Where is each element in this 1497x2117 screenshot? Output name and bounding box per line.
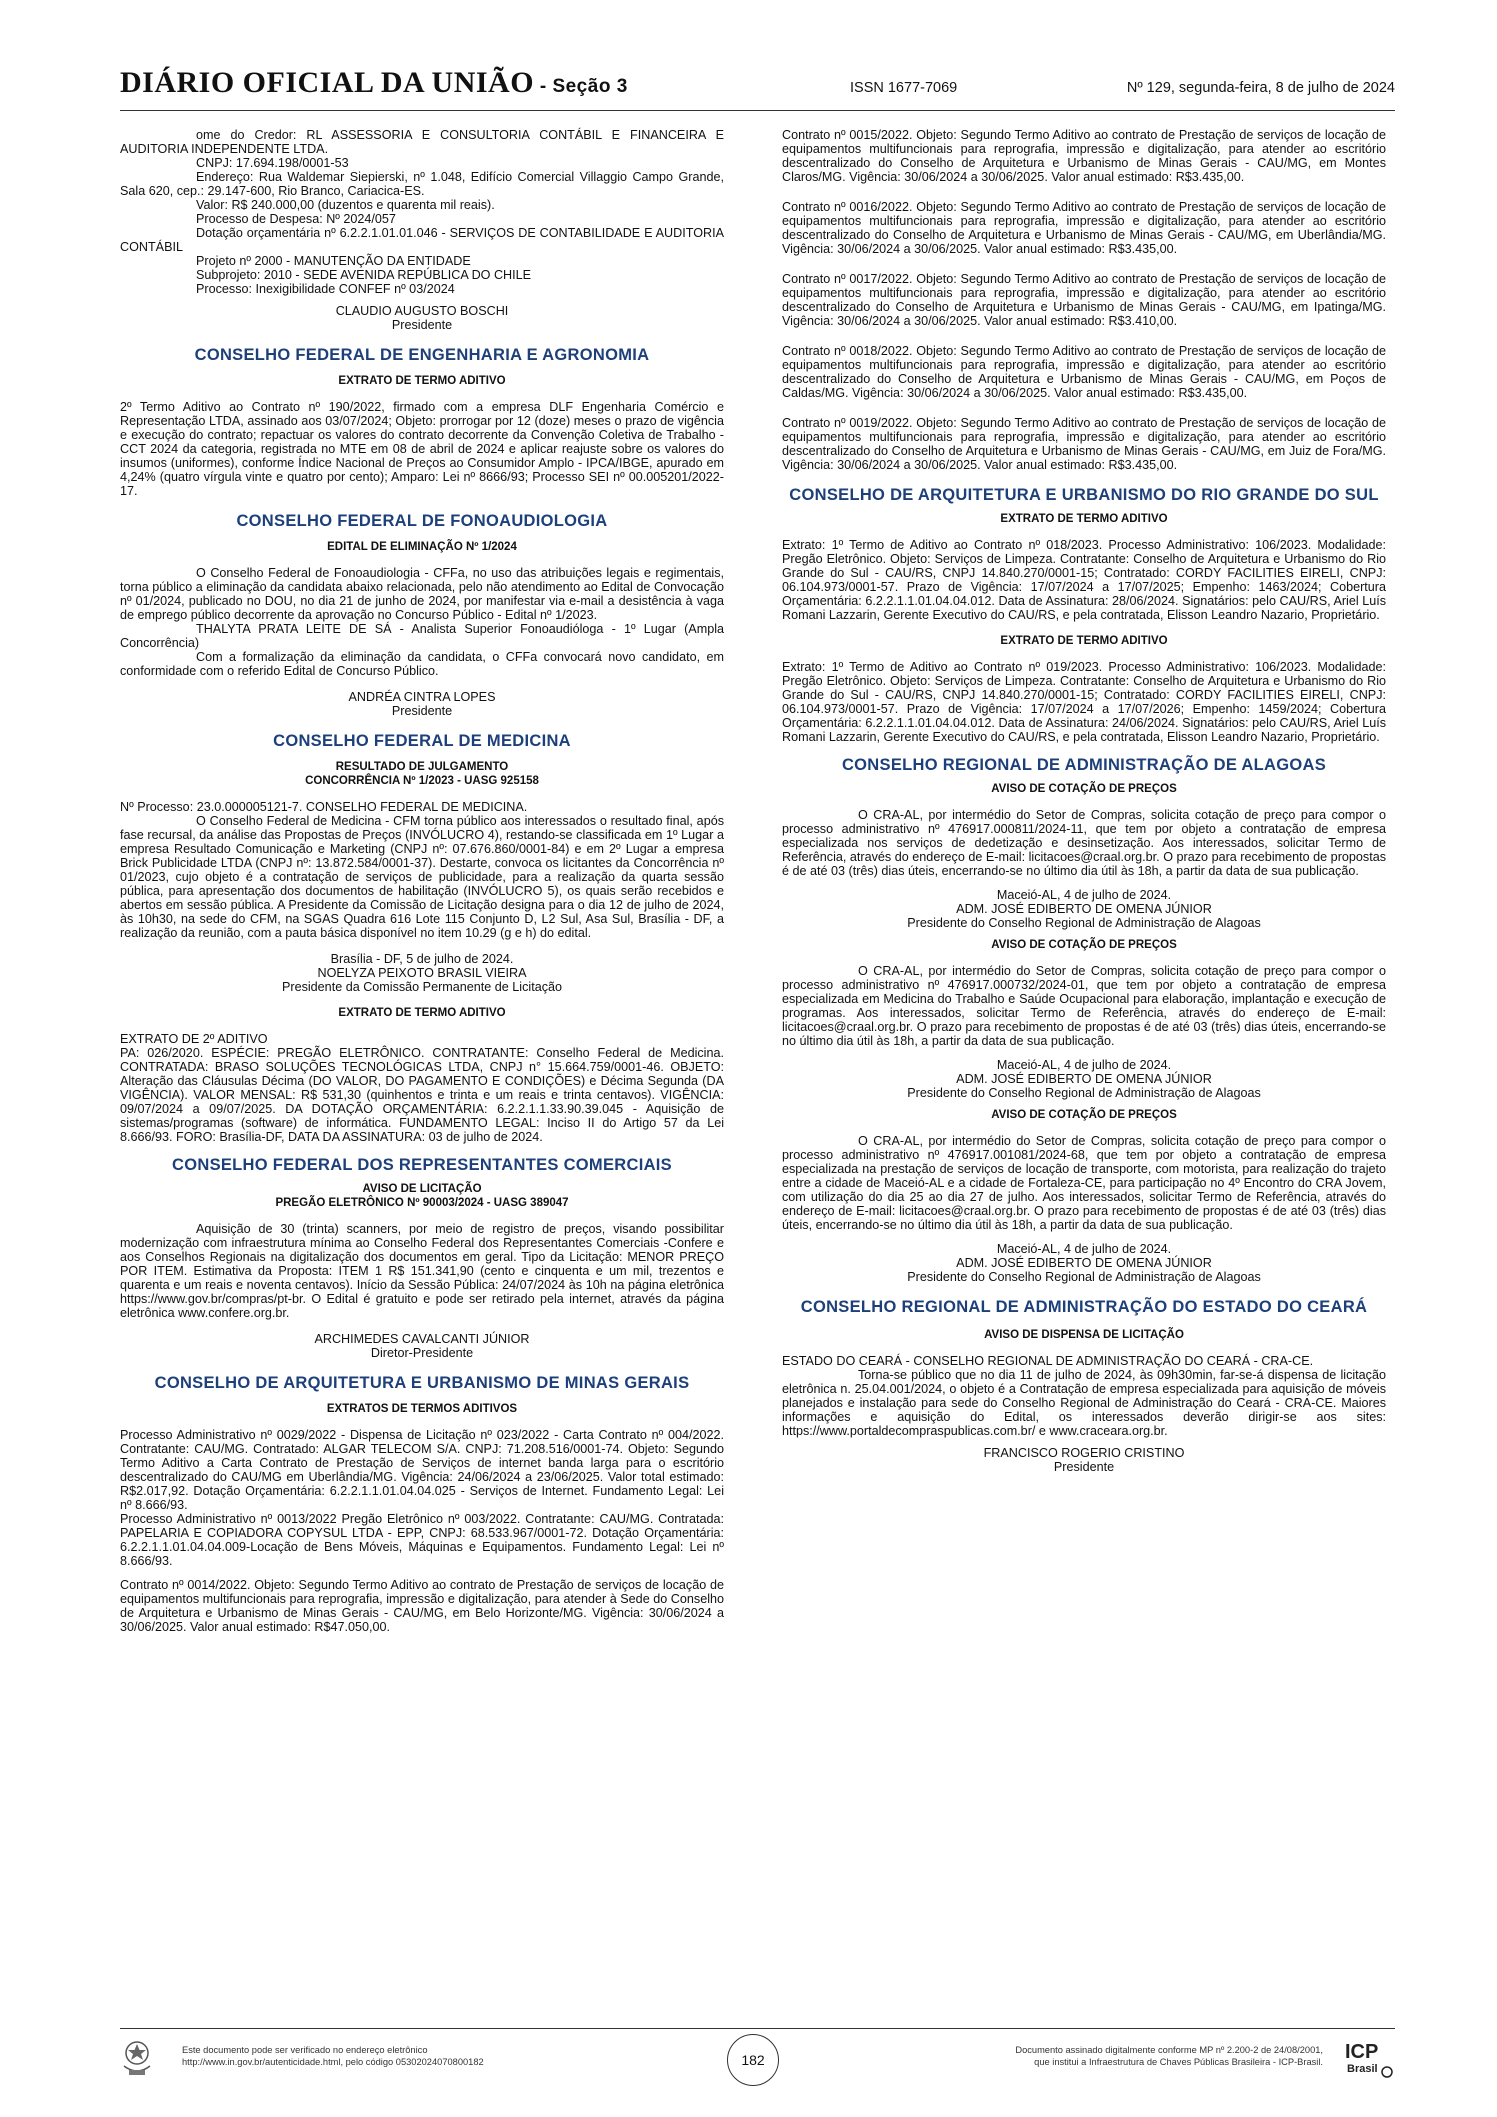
subheading: AVISO DE LICITAÇÃO — [362, 1183, 482, 1195]
coat-of-arms-icon — [120, 2038, 154, 2078]
header-rule — [120, 110, 1395, 111]
paragraph: Extrato: 1º Termo de Aditivo ao Contrato nº 019/2023. Processo Administrativo: 106/2023. Modalidade: Pregão Eletrônico. Objeto: Serviços de Limpeza. Contratante: Conselho de Arquitetura e Urbanismo do Rio Grande do Sul - CAU/RS, CNPJ 14.840.270/0001-15; Contratado: CORDY FACILITIES EIRELI, CNPJ: 06.104.973/0001-57. Prazo de Vigência: 17/07/2024 a 17/07/2026; Empenho: 1459/2024; Cobertura Orçamentária: 6.2.2.1.1.01.04.04.012. Data de Assinatura: 24/06/2024. Signatários: pelo CAU/RS, Ariel Luís Romani Lazzarin, Gerente Executivo do CAU/RS, e pela contratada, Elisson Leandro Nazario, Proprietário. — [782, 660, 1386, 744]
signature-place: Maceió-AL, 4 de julho de 2024. — [996, 888, 1172, 902]
paragraph: Projeto nº 2000 - MANUTENÇÃO DA ENTIDADE — [196, 254, 471, 268]
paragraph: Extrato: 1º Termo de Aditivo ao Contrato nº 018/2023. Processo Administrativo: 106/2023. Modalidade: Pregão Eletrônico. Objeto: Serviços de Limpeza. Contratante: Conselho de Arquitetura e Urbanismo do Rio Grande do Sul - CAU/RS, CNPJ 14.840.270/0001-15; Contratado: CORDY FACILITIES EIRELI, CNPJ: 06.104.973/0001-57. Prazo de Vigência: 17/07/2024 a 17/07/2025; Empenho: 1463/2024; Cobertura Orçamentária: 6.2.2.1.1.01.04.04.012. Data de Assinatura: 28/06/2024. Signatários: pelo CAU/RS, Ariel Luís Romani Lazzarin, Gerente Executivo do CAU/RS, e pela contratada, Elisson Leandro Nazario, Proprietário. — [782, 538, 1386, 622]
paragraph: Dotação orçamentária nº 6.2.2.1.01.01.046 - SERVIÇOS DE CONTABILIDADE E AUDITORIA CONTÁBIL — [120, 226, 724, 254]
subheading: AVISO DE COTAÇÃO DE PREÇOS — [991, 783, 1177, 795]
signature-role: Presidente do Conselho Regional de Administração de Alagoas — [907, 1270, 1261, 1284]
section-heading: CONSELHO FEDERAL DE FONOAUDIOLOGIA — [236, 512, 608, 530]
paragraph: O CRA-AL, por intermédio do Setor de Compras, solicita cotação de preço para compor o processo administrativo nº 476917.000732/2024-01, que tem por objeto a contratação de empresa especializada em Medicina do Trabalho e Saúde Ocupacional para elaboração, implantação e execução de programas. Aos interessados, solicitar Termo de Referência, através do endereço de E-mail: licitacoes@craal.org.br. O prazo para recebimento de propostas é de até 03 (três) dias úteis, encerrando-se no último dia útil às 18h, a partir da data de sua publicação. — [782, 964, 1386, 1048]
section-heading: CONSELHO REGIONAL DE ADMINISTRAÇÃO DO ESTADO DO CEARÁ — [800, 1298, 1368, 1316]
verification-link[interactable]: http://www.in.gov.br/autenticidade.html, pelo código 05302024070800182 — [182, 2057, 484, 2067]
paragraph: EXTRATO DE 2º ADITIVO — [120, 1032, 268, 1046]
page-header — [120, 66, 1395, 110]
journal-name: DIÁRIO OFICIAL DA UNIÃO — [120, 66, 535, 99]
section-heading: CONSELHO DE ARQUITETURA E URBANISMO DO RIO GRANDE DO SUL — [789, 486, 1379, 504]
signature-name: ADM. JOSÉ EDIBERTO DE OMENA JÚNIOR — [956, 1256, 1212, 1270]
right-column — [782, 128, 1386, 1474]
section-heading: CONSELHO FEDERAL DE ENGENHARIA E AGRONOMIA — [194, 346, 650, 364]
signature-name: ADM. JOSÉ EDIBERTO DE OMENA JÚNIOR — [956, 902, 1212, 916]
paragraph: Subprojeto: 2010 - SEDE AVENIDA REPÚBLICA DO CHILE — [196, 268, 532, 282]
footer-rule — [120, 2028, 1395, 2029]
journal-section: - Seção 3 — [534, 76, 628, 97]
paragraph: Processo de Despesa: Nº 2024/057 — [196, 212, 396, 226]
icp-logo-subtext: Brasil — [1347, 2063, 1378, 2075]
icp-brasil-logo-icon — [1343, 2038, 1395, 2082]
paragraph: Processo Administrativo nº 0013/2022 Pregão Eletrônico nº 003/2022. Contratante: CAU/MG. Contratada: PAPELARIA E COPIADORA COPYSUL LTDA - EPP, CNPJ: 68.533.967/0001-72. Dotação Orçamentária: 6.2.2.1.1.01.04.04.009-Locação de Bens Móveis, Máquinas e Equipamentos. Fundamento Legal: Lei nº 8.666/93. — [120, 1512, 724, 1568]
paragraph: Valor: R$ 240.000,00 (duzentos e quarenta mil reais). — [196, 198, 495, 212]
paragraph: Contrato nº 0018/2022. Objeto: Segundo Termo Aditivo ao contrato de Prestação de serviços de locação de equipamentos multifuncionais para reprografia, impressão e digitalização, para atender ao escritório descentralizado do Conselho de Arquitetura e Urbanismo de Minas Gerais - CAU/MG, em Poços de Caldas/MG. Vigência: 30/06/2024 a 30/06/2025. Valor anual estimado: R$3.435,00. — [782, 344, 1386, 400]
paragraph: Contrato nº 0017/2022. Objeto: Segundo Termo Aditivo ao contrato de Prestação de serviços de locação de equipamentos multifuncionais para reprografia, impressão e digitalização, para atender ao escritório descentralizado do Conselho de Arquitetura e Urbanismo de Minas Gerais - CAU/MG, em Ipatinga/MG. Vigência: 30/06/2024 a 30/06/2025. Valor anual estimado: R$3.410,00. — [782, 272, 1386, 328]
verification-note — [182, 2044, 484, 2068]
left-column — [120, 128, 724, 1634]
signature-name: CLAUDIO AUGUSTO BOSCHI — [335, 304, 509, 318]
subheading: EXTRATO DE TERMO ADITIVO — [1000, 513, 1168, 525]
paragraph: CNPJ: 17.694.198/0001-53 — [196, 156, 349, 170]
signature-place: Brasília - DF, 5 de julho de 2024. — [330, 952, 514, 966]
subheading: AVISO DE COTAÇÃO DE PREÇOS — [991, 1109, 1177, 1121]
page-footer — [120, 2038, 1395, 2088]
subheading: EDITAL DE ELIMINAÇÃO Nº 1/2024 — [327, 541, 517, 553]
subheading: EXTRATO DE TERMO ADITIVO — [338, 1007, 506, 1019]
subheading: AVISO DE DISPENSA DE LICITAÇÃO — [984, 1329, 1184, 1341]
signature-name: NOELYZA PEIXOTO BRASIL VIEIRA — [317, 966, 527, 980]
signature-role: Presidente — [1053, 1460, 1115, 1474]
paragraph: O CRA-AL, por intermédio do Setor de Compras, solicita cotação de preço para compor o processo administrativo nº 476917.000811/2024-11, que tem por objeto a contratação de empresa especializada nos serviços de dedetização e desinsetização. Aos interessados, solicitar Termo de Referência, através do endereço de E-mail: licitacoes@craal.org.br. O prazo para recebimento de propostas é de até 03 (três) dias úteis, encerrando-se no último dia útil às 18h, a partir da data de sua publicação. — [782, 808, 1386, 878]
subheading: AVISO DE COTAÇÃO DE PREÇOS — [991, 939, 1177, 951]
paragraph: Torna-se público que no dia 11 de julho de 2024, às 09h30min, far-se-á dispensa de licitação eletrônica n. 25.04.001/2024, o objeto é a Contratação de empresa especializada para aquisição de móveis planejados e instalação para sede do Conselho Regional de Administração do Ceará - CRA-CE. Maiores informações e aquisição do Edital, os interessados deverão dirigir-se aos sites: https://www.portaldecompraspublicas.com.br/ e www.craceara.org.br. — [782, 1368, 1386, 1438]
signature-role: Presidente do Conselho Regional de Administração de Alagoas — [907, 916, 1261, 930]
signature-note-line: Documento assinado digitalmente conforme MP nº 2.200-2 de 24/08/2001, — [1015, 2045, 1323, 2055]
signature-role: Presidente da Comissão Permanente de Licitação — [281, 980, 563, 994]
paragraph: Aquisição de 30 (trinta) scanners, por meio de registro de preços, visando possibilitar modernização com infraestrutura mínima ao Conselho Federal dos Representantes Comerciais -Confere e aos Conselhos Regionais na digitalização dos documentos em geral. Tipo da Licitação: MENOR PREÇO POR ITEM. Estimativa da Proposta: ITEM 1 R$ 151.341,90 (cento e cinquenta e um mil, trezentos e quarenta e um reais e noventa centavos). Início da Sessão Pública: 24/07/2024 às 10h na página eletrônica https://www.gov.br/compras/pt-br. O Edital é gratuito e pode ser retirado pela internet, através da página eletrônica www.confere.org.br. — [120, 1222, 724, 1320]
subheading: EXTRATO DE TERMO ADITIVO — [1000, 635, 1168, 647]
journal-title — [120, 66, 628, 100]
paragraph: Processo: Inexigibilidade CONFEF nº 03/2024 — [196, 282, 455, 296]
signature-name: FRANCISCO ROGERIO CRISTINO — [983, 1446, 1185, 1460]
signature-place: Maceió-AL, 4 de julho de 2024. — [996, 1242, 1172, 1256]
paragraph: Com a formalização da eliminação da candidata, o CFFa convocará novo candidato, em conformidade com o referido Edital de Concurso Público. — [120, 650, 724, 678]
verification-line: Este documento pode ser verificado no endereço eletrônico — [182, 2045, 428, 2055]
subheading: CONCORRÊNCIA Nº 1/2023 - UASG 925158 — [305, 775, 539, 787]
paragraph: Contrato nº 0014/2022. Objeto: Segundo Termo Aditivo ao contrato de Prestação de serviços de locação de equipamentos multifuncionais para reprografia, impressão e digitalização, para atender à Sede do Conselho de Arquitetura e Urbanismo de Minas Gerais - CAU/MG, em Belo Horizonte/MG. Vigência: 30/06/2024 a 30/06/2025. Valor anual estimado: R$47.050,00. — [120, 1578, 724, 1634]
signature-name: ADM. JOSÉ EDIBERTO DE OMENA JÚNIOR — [956, 1072, 1212, 1086]
section-heading: CONSELHO DE ARQUITETURA E URBANISMO DE MINAS GERAIS — [154, 1374, 690, 1392]
subheading: EXTRATOS DE TERMOS ADITIVOS — [326, 1403, 518, 1415]
signature-note-line: que institui a Infraestrutura de Chaves Públicas Brasileira - ICP-Brasil. — [1034, 2057, 1323, 2067]
signature-role: Presidente — [391, 318, 453, 332]
paragraph: O CRA-AL, por intermédio do Setor de Compras, solicita cotação de preço para compor o processo administrativo nº 476917.001081/2024-68, que tem por objeto a contratação de empresa especializada na prestação de serviços de locação de transporte, com motorista, para realização do trajeto entre a cidade de Maceió-AL e a cidade de Fortaleza-CE, para participação no 4º Encontro do CRA Jovem, com utilização do dia 25 ao dia 27 de julho. Aos interessados, solicitar Termo de Referência, através do endereço de E-mail: licitacoes@craal.org.br. O prazo para recebimento de propostas é de até 03 (três) dias úteis, encerrando-se no último dia útil às 18h, a partir da data de sua publicação. — [782, 1134, 1386, 1232]
subheading: RESULTADO DE JULGAMENTO — [335, 761, 509, 773]
paragraph: THALYTA PRATA LEITE DE SÁ - Analista Superior Fonoaudióloga - 1º Lugar (Ampla Concorrência) — [120, 622, 724, 650]
issn: ISSN 1677-7069 — [850, 80, 958, 96]
issue-number-date: Nº 129, segunda-feira, 8 de julho de 2024 — [1126, 80, 1395, 96]
signature-name: ANDRÉA CINTRA LOPES — [348, 690, 496, 704]
paragraph: Endereço: Rua Waldemar Siepierski, nº 1.048, Edifício Comercial Villaggio Campo Grande, Sala 620, cep.: 29.147-600, Rio Branco, Cariacica-ES. — [120, 170, 724, 198]
paragraph: O Conselho Federal de Fonoaudiologia - CFFa, no uso das atribuições legais e regimentais, torna público a eliminação da candidata abaixo relacionada, pelo não atendimento ao Edital de Convocação nº 01/2024, publicado no DOU, no dia 21 de junho de 2024, por manifestar via e-mail a desistência à vaga de emprego público decorrente da aprovação no Concurso Público - Edital nº 1/2023. — [120, 566, 724, 622]
paragraph: ome do Credor: RL ASSESSORIA E CONSULTORIA CONTÁBIL E FINANCEIRA E AUDITORIA INDEPENDENTE LTDA. — [120, 128, 724, 156]
signature-note — [1015, 2044, 1323, 2068]
icp-logo-text: ICP — [1345, 2041, 1379, 2063]
section-heading: CONSELHO REGIONAL DE ADMINISTRAÇÃO DE ALAGOAS — [841, 756, 1327, 774]
paragraph: O Conselho Federal de Medicina - CFM torna público aos interessados o resultado final, após fase recursal, da análise das Propostas de Preços (INVÓLUCRO 4), restando-se classificada em 1º Lugar a empresa Resultado Comunicação e Marketing (CNPJ nº: 07.676.860/0001-84) e em 2º Lugar a empresa Brick Publicidade LTDA (CNPJ nº: 13.872.584/0001-37). Destarte, convoca os licitantes da Concorrência nº 01/2023, cujo objeto é a contratação de serviços de publicidade, para a realização da quarta sessão pública, para apresentação dos documentos de habilitação (INVÓLUCRO 5), os quais serão recebidos e abertos em sessão pública. A Presidente da Comissão de Licitação designa para o dia 12 de julho de 2024, às 10h30, na sede do CFM, na SGAS Quadra 616 Lote 115 Conjunto D, L2 Sul, Asa Sul, Brasília - DF, a realização da reunião, com a pauta básica disponível no item 10.29 (g e h) do edital. — [120, 814, 724, 940]
signature-role: Diretor-Presidente — [370, 1346, 474, 1360]
signature-name: ARCHIMEDES CAVALCANTI JÚNIOR — [314, 1332, 530, 1346]
paragraph: Contrato nº 0019/2022. Objeto: Segundo Termo Aditivo ao contrato de Prestação de serviços de locação de equipamentos multifuncionais para reprografia, impressão e digitalização, para atender ao escritório descentralizado do Conselho de Arquitetura e Urbanismo de Minas Gerais - CAU/MG, em Juiz de Fora/MG. Vigência: 30/06/2024 a 30/06/2025. Valor anual estimado: R$3.435,00. — [782, 416, 1386, 472]
section-heading: CONSELHO FEDERAL DE MEDICINA — [273, 732, 571, 750]
signature-place: Maceió-AL, 4 de julho de 2024. — [996, 1058, 1172, 1072]
subheading: PREGÃO ELETRÔNICO Nº 90003/2024 - UASG 389047 — [275, 1197, 569, 1209]
signature-role: Presidente do Conselho Regional de Administração de Alagoas — [907, 1086, 1261, 1100]
subheading: EXTRATO DE TERMO ADITIVO — [338, 375, 506, 387]
paragraph: Contrato nº 0016/2022. Objeto: Segundo Termo Aditivo ao contrato de Prestação de serviços de locação de equipamentos multifuncionais para reprografia, impressão e digitalização, para atender ao escritório descentralizado do Conselho de Arquitetura e Urbanismo de Minas Gerais - CAU/MG, em Uberlândia/MG. Vigência: 30/06/2024 a 30/06/2025. Valor anual estimado: R$3.435,00. — [782, 200, 1386, 256]
paragraph: 2º Termo Aditivo ao Contrato nº 190/2022, firmado com a empresa DLF Engenharia Comércio e Representação LTDA, assinado aos 03/07/2024; Objeto: prorrogar por 12 (doze) meses o prazo de vigência e execução do contrato; repactuar os valores do contrato decorrente da Convenção Coletiva de Trabalho - CCT 2024 da categoria, registrada no MTE em 08 de abril de 2024 e aplicar reajuste sobre os valores do insumos (uniformes), conforme Índice Nacional de Preços ao Consumidor Amplo - IPCA/IBGE, apurado em 4,24% (quatro vírgula vinte e quatro por cento); Amparo: Lei nº 8666/93; Processo SEI nº 00.005201/2022-17. — [120, 400, 724, 498]
paragraph: PA: 026/2020. ESPÉCIE: PREGÃO ELETRÔNICO. CONTRATANTE: Conselho Federal de Medicina. CONTRATADA: BRASO SOLUÇÕES TECNOLÓGICAS LTDA, CNPJ n° 15.664.759/0001-46. OBJETO: Alteração das Cláusulas Décima (DO VALOR, DO PAGAMENTO E CONDIÇÕES) e Décima Segunda (DA VIGÊNCIA). VALOR MENSAL: R$ 531,30 (quinhentos e trinta e um reais e trinta centavos). VIGÊNCIA: 09/07/2024 a 09/07/2025. DA DOTAÇÃO ORÇAMENTÁRIA: 6.2.2.1.1.33.90.39.045 - Aquisição de sistemas/programas (software) de informática. FUNDAMENTO LEGAL: Inciso II do Artigo 57 da Lei 8.666/93. FORO: Brasília-DF, DATA DA ASSINATURA: 03 de julho de 2024. — [120, 1046, 724, 1144]
section-heading: CONSELHO FEDERAL DOS REPRESENTANTES COMERCIAIS — [172, 1156, 672, 1174]
signature-role: Presidente — [391, 704, 453, 718]
paragraph: Contrato nº 0015/2022. Objeto: Segundo Termo Aditivo ao contrato de Prestação de serviços de locação de equipamentos multifuncionais para reprografia, impressão e digitalização, para atender ao escritório descentralizado do Conselho de Arquitetura e Urbanismo de Minas Gerais - CAU/MG, em Montes Claros/MG. Vigência: 30/06/2024 a 30/06/2025. Valor anual estimado: R$3.435,00. — [782, 128, 1386, 184]
paragraph: ESTADO DO CEARÁ - CONSELHO REGIONAL DE ADMINISTRAÇÃO DO CEARÁ - CRA-CE. — [782, 1354, 1314, 1368]
paragraph: Nº Processo: 23.0.000005121-7. CONSELHO FEDERAL DE MEDICINA. — [120, 800, 528, 814]
page-number: 182 — [727, 2034, 779, 2086]
paragraph: Processo Administrativo nº 0029/2022 - Dispensa de Licitação nº 023/2022 - Carta Contrato nº 004/2022. Contratante: CAU/MG. Contratado: ALGAR TELECOM S/A. CNPJ: 71.208.516/0001-74. Objeto: Segundo Termo Aditivo a Carta Contrato de Prestação de Serviços de internet banda larga para o escritório descentralizado do CAU/MG em Uberlândia/MG. Vigência: 24/06/2024 a 23/06/2025. Valor total estimado: R$2.017,92. Dotação Orçamentária: 6.2.2.1.1.01.04.04.025 - Serviços de Internet. Fundamento Legal: Lei nº 8.666/93. — [120, 1428, 724, 1512]
